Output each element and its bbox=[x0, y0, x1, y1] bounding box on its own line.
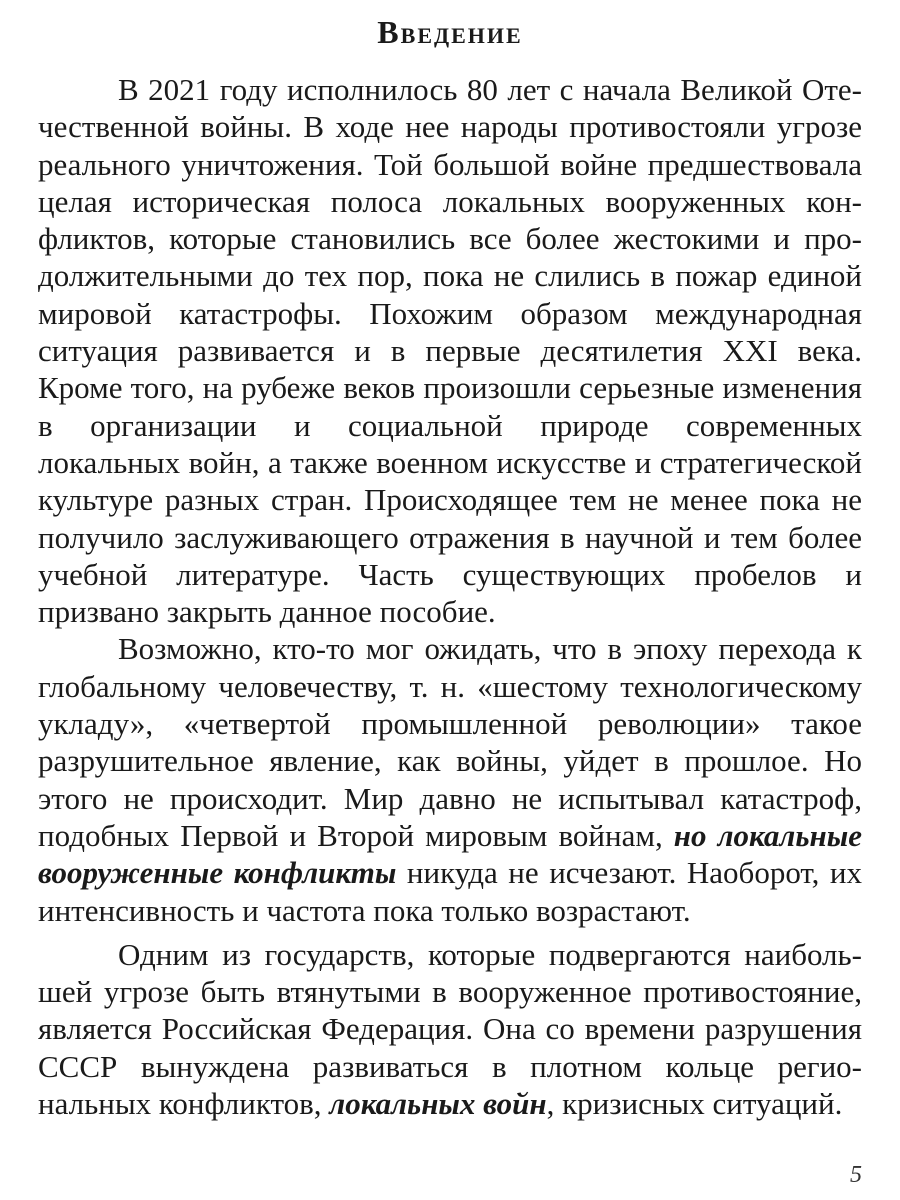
page-title: Введение bbox=[377, 14, 523, 50]
paragraph-2-text-end: никуда не исчезают. Наоборот, их интенсивность и частота пока только возрастают. bbox=[38, 855, 863, 928]
paragraph-2 bbox=[38, 630, 862, 928]
paragraph-1-text: В 2021 году исполнилось 80 лет с начала Великой Отечественной войны. В ходе нее народы противостояли угрозе реального уничтожения. Той большой войне предшествовала целая историческая полоса локальных вооруженных конфликтов, которые становились все более жестокими и продолжительными до тех пор, пока не слились в пожар единой мировой катастрофы. Похожим образом международная ситуация развивается и в первые десятилетия XXI века. Кроме того, на рубеже веков произошли серьезные изменения в организации и социальной природе современных локальных войн, а также военном искусстве и стратегической культуре разных стран. Происходящее тем не менее пока не получило заслуживающего отражения в научной и тем более учебной литературе. Часть существующих пробелов и призвано закрыть данное пособие. bbox=[38, 72, 862, 630]
body-text bbox=[38, 71, 862, 1122]
paragraph-1 bbox=[38, 71, 862, 630]
paragraph-3 bbox=[38, 936, 862, 1122]
paragraph-2-text-start: Возможно, кто-то мог ожидать, что в эпоху перехода к глобальному человечеству, т. н. «шестому технологическому укладу», «четвертой промышленной революции» такое разрушительное явление, как войны, уйдет в прошлое. Но этого не происходит. Мир давно не испытывал катастроф, подобных Первой и Второй мировым войнам, bbox=[38, 631, 862, 853]
page-number: 5 bbox=[850, 1162, 862, 1188]
paragraph-3-text-start: Одним из государств, которые подвергаются наибольшей угрозе быть втянутыми в вооруженное противостояние, является Российская Федерация. Она со времени разрушения СССР вынуждена развиваться в плотном кольце региональных конфликтов, bbox=[38, 936, 862, 1122]
book-page bbox=[38, 0, 862, 1200]
paragraph-2-emphasis: но локальные вооруженные конфликты bbox=[38, 817, 862, 891]
paragraph-3-emphasis: локальных войн bbox=[329, 1086, 547, 1122]
paragraph-3-text-end: , кризисных ситуаций. bbox=[546, 1086, 843, 1122]
